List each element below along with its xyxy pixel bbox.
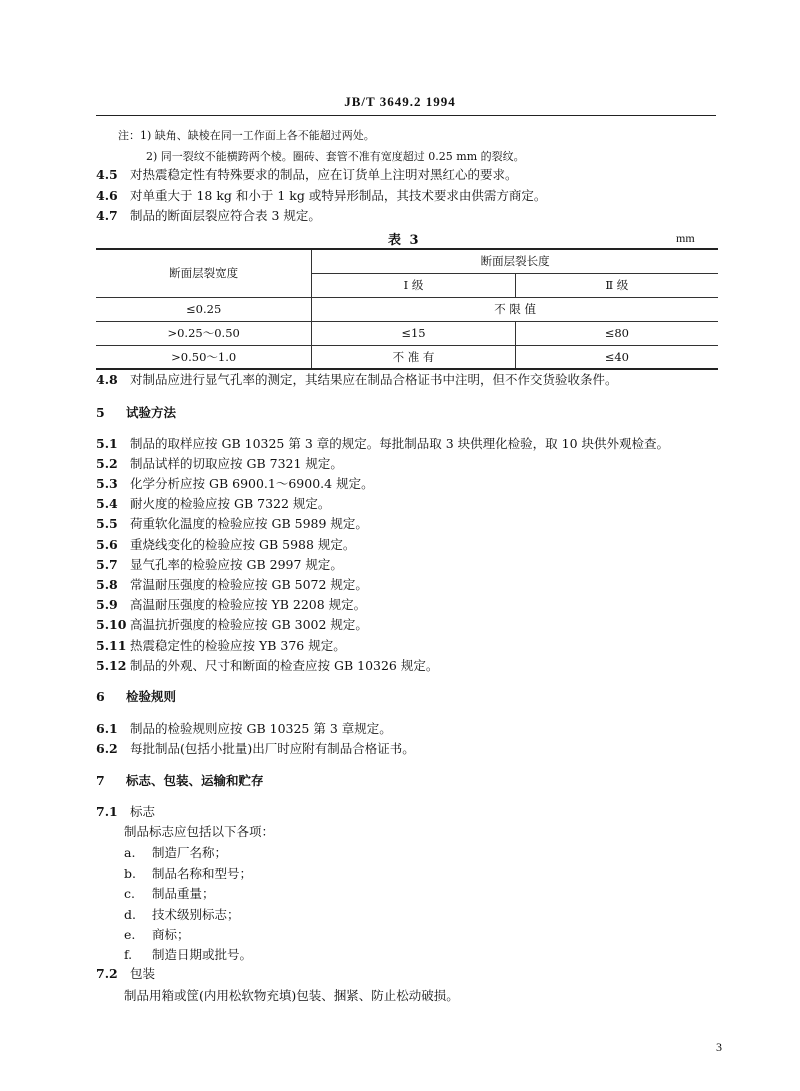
section-7-heading	[96, 773, 264, 789]
clause-text: 荷重软化温度的检验应按 GB 5989 规定。	[130, 516, 368, 531]
clause-number: 5.6	[96, 537, 118, 552]
clause-7-2	[96, 966, 155, 982]
clause-number: 6.2	[96, 741, 118, 756]
note-1	[118, 128, 375, 144]
table-row	[96, 321, 718, 345]
clause-number: 7.2	[96, 966, 118, 981]
clause-5-7	[96, 557, 343, 573]
clause-number: 4.5	[96, 167, 118, 182]
table-row	[96, 345, 718, 369]
section-title: 试验方法	[126, 405, 177, 420]
clause-number: 5.7	[96, 557, 118, 572]
list-item	[124, 927, 190, 943]
clause-5-12	[96, 658, 438, 674]
clause-4-6	[96, 188, 546, 204]
clause-text: 对单重大于 18 kg 和小于 1 kg 或特异形制品，其技术要求由供需方商定。	[130, 188, 547, 203]
clause-5-5	[96, 516, 368, 532]
cell-grade-2: ≤40	[515, 345, 718, 369]
clause-5-10	[96, 617, 368, 633]
clause-5-6	[96, 537, 355, 553]
clause-number: 5.12	[96, 658, 127, 673]
header-grade-1: Ⅰ 级	[312, 273, 515, 297]
list-marker: a.	[124, 845, 136, 860]
clause-5-8	[96, 577, 368, 593]
clause-number: 5.8	[96, 577, 118, 592]
clause-number: 5.10	[96, 617, 127, 632]
clause-text: 高温耐压强度的检验应按 YB 2208 规定。	[130, 597, 367, 612]
header-rule	[96, 115, 716, 116]
cell-grade-1: 不 准 有	[312, 345, 515, 369]
clause-title: 标志	[130, 804, 156, 819]
clause-text: 制品的检验规则应按 GB 10325 第 3 章规定。	[130, 721, 392, 736]
clause-number: 4.7	[96, 208, 118, 223]
cell-grade-2: ≤80	[515, 321, 718, 345]
list-marker: e.	[124, 927, 136, 942]
list-item	[124, 866, 252, 882]
list-text: 制品名称和型号；	[152, 866, 253, 881]
clause-title: 包装	[130, 966, 156, 981]
list-text: 制造日期或批号。	[152, 947, 253, 962]
clause-6-1	[96, 721, 392, 737]
section-title: 标志、包装、运输和贮存	[126, 773, 264, 788]
table-title: 表 3	[388, 233, 421, 248]
list-marker: b.	[124, 866, 136, 881]
list-marker: d.	[124, 907, 136, 922]
list-item	[124, 907, 240, 923]
clause-4-5	[96, 167, 518, 183]
list-text: 技术级别标志；	[152, 907, 240, 922]
clause-5-4	[96, 496, 330, 512]
list-item	[124, 886, 215, 902]
cell-grade-1: ≤15	[312, 321, 515, 345]
cell-width: ≤0.25	[96, 297, 312, 321]
section-number: 5	[96, 405, 105, 420]
clause-text: 对热震稳定性有特殊要求的制品，应在订货单上注明对黑红心的要求。	[130, 167, 518, 182]
section-number: 6	[96, 689, 105, 704]
list-marker: c.	[124, 886, 135, 901]
table-3	[96, 248, 718, 370]
clause-number: 5.1	[96, 436, 118, 451]
note-1-text: 1) 缺角、缺棱在同一工作面上各不能超过两处。	[140, 129, 375, 142]
section-number: 7	[96, 773, 105, 788]
clause-text: 化学分析应按 GB 6900.1～6900.4 规定。	[130, 476, 374, 491]
cell-width: >0.50～1.0	[96, 345, 312, 369]
clause-number: 5.3	[96, 476, 118, 491]
list-item	[124, 845, 227, 861]
clause-number: 5.5	[96, 516, 118, 531]
header-grade-2: Ⅱ 级	[515, 273, 718, 297]
table-row	[96, 297, 718, 321]
header-length: 断面层裂长度	[312, 249, 718, 273]
table-header-row	[96, 249, 718, 273]
page-header: JB/T 3649.2 1994	[344, 94, 456, 109]
clause-4-7	[96, 208, 321, 224]
clause-6-2	[96, 741, 415, 757]
clause-text: 高温抗折强度的检验应按 GB 3002 规定。	[130, 617, 368, 632]
section-5-heading	[96, 405, 176, 421]
section-6-heading	[96, 689, 176, 705]
clause-5-1	[96, 436, 669, 452]
clause-5-2	[96, 456, 343, 472]
clause-text: 制品的取样应按 GB 10325 第 3 章的规定。每批制品取 3 块供理化检验，取 10 块供外观检查。	[130, 436, 670, 451]
clause-number: 7.1	[96, 804, 118, 819]
clause-number: 5.2	[96, 456, 118, 471]
clause-5-9	[96, 597, 366, 613]
marking-intro: 制品标志应包括以下各项：	[124, 824, 275, 839]
clause-5-11	[96, 638, 346, 654]
clause-text: 对制品应进行显气孔率的测定，其结果应在制品合格证书中注明，但不作交货验收条件。	[130, 372, 618, 387]
clause-5-3	[96, 476, 374, 492]
list-text: 制品重量；	[152, 886, 215, 901]
packaging-text: 制品用箱或筐(内用松软物充填)包装、捆紧、防止松动破损。	[124, 988, 459, 1003]
page-number: 3	[716, 1040, 722, 1054]
cell-width: >0.25～0.50	[96, 321, 312, 345]
clause-number: 5.4	[96, 496, 118, 511]
clause-text: 耐火度的检验应按 GB 7322 规定。	[130, 496, 331, 511]
clause-text: 制品试样的切取应按 GB 7321 规定。	[130, 456, 343, 471]
clause-number: 5.11	[96, 638, 127, 653]
list-item	[124, 947, 252, 963]
list-text: 商标；	[152, 927, 190, 942]
clause-text: 热震稳定性的检验应按 YB 376 规定。	[130, 638, 346, 653]
clause-text: 常温耐压强度的检验应按 GB 5072 规定。	[130, 577, 368, 592]
table-unit: mm	[676, 231, 695, 245]
clause-number: 5.9	[96, 597, 118, 612]
clause-7-1	[96, 804, 155, 820]
note-2: 2) 同一裂纹不能横跨两个棱。圈砖、套管不准有宽度超过 0.25 mm 的裂纹。	[146, 150, 525, 163]
clause-4-8	[96, 372, 618, 388]
clause-text: 制品的外观、尺寸和断面的检查应按 GB 10326 规定。	[130, 658, 439, 673]
cell-merged: 不 限 值	[312, 297, 718, 321]
list-text: 制造厂名称；	[152, 845, 228, 860]
clause-number: 6.1	[96, 721, 118, 736]
clause-text: 每批制品(包括小批量)出厂时应附有制品合格证书。	[130, 741, 415, 756]
header-width: 断面层裂宽度	[96, 249, 312, 297]
clause-text: 制品的断面层裂应符合表 3 规定。	[130, 208, 321, 223]
clause-number: 4.6	[96, 188, 118, 203]
clause-number: 4.8	[96, 372, 118, 387]
note-label: 注：	[118, 129, 140, 142]
section-title: 检验规则	[126, 689, 177, 704]
list-marker: f.	[124, 947, 133, 962]
clause-text: 重烧线变化的检验应按 GB 5988 规定。	[130, 537, 356, 552]
clause-text: 显气孔率的检验应按 GB 2997 规定。	[130, 557, 343, 572]
